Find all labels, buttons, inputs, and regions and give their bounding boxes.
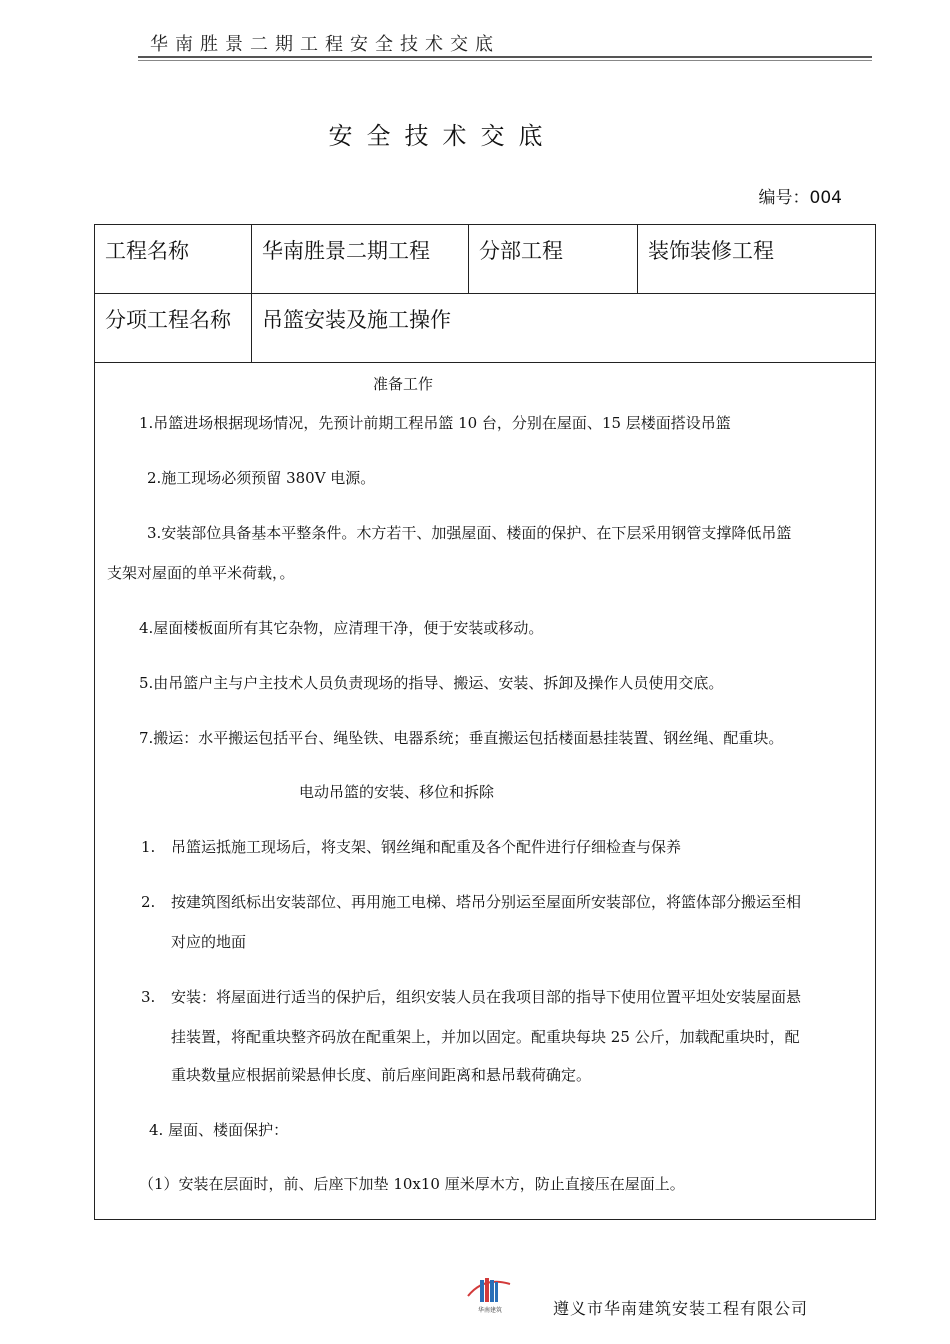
logo-text: 华南建筑 bbox=[477, 1307, 503, 1314]
content-body bbox=[94, 362, 876, 1220]
prep-item-4: 4.屋面楼板面所有其它杂物，应清理干净，便于安装或移动。 bbox=[139, 619, 544, 637]
company-name: 遵义市华南建筑安装工程有限公司 bbox=[553, 1299, 809, 1318]
section-heading-preparation: 准备工作 bbox=[373, 375, 434, 393]
header-rule-thin bbox=[138, 60, 872, 61]
company-logo bbox=[462, 1274, 518, 1314]
division-label: 分部工程 bbox=[469, 225, 638, 294]
prep-item-1: 1.吊篮进场根据现场情况，先预计前期工程吊篮 10 台，分别在屋面、15 层楼面搭设吊篮 bbox=[139, 414, 731, 432]
step-4-sub-1: （1）安装在层面时，前、后座下加垫 10x10 厘米厚木方，防止直接压在屋面上。 bbox=[139, 1175, 685, 1193]
prep-item-7: 7.搬运：水平搬运包括平台、绳坠铁、电器系统；垂直搬运包括楼面悬挂装置、钢丝绳、配重块。 bbox=[139, 729, 784, 747]
step-1: 吊篮运抵施工现场后，将支架、钢丝绳和配重及各个配件进行仔细检查与保养 bbox=[171, 838, 682, 856]
table-row bbox=[95, 225, 876, 294]
document-title: 安全技术交底 bbox=[328, 122, 557, 150]
step-4: 4. 屋面、楼面保护： bbox=[149, 1121, 289, 1139]
document-number: 编号：004 bbox=[758, 188, 842, 208]
step-2-number: 2. bbox=[141, 893, 156, 911]
subitem-label: 分项工程名称 bbox=[95, 294, 252, 363]
project-name-value: 华南胜景二期工程 bbox=[252, 225, 469, 294]
step-2: 按建筑图纸标出安装部位、再用施工电梯、塔吊分别运至屋面所安装部位，将篮体部分搬运至相 bbox=[171, 893, 802, 911]
running-header-title: 华南胜景二期工程安全技术交底 bbox=[150, 34, 500, 55]
prep-item-5: 5.由吊篮户主与户主技术人员负责现场的指导、搬运、安装、拆卸及操作人员使用交底。 bbox=[139, 674, 724, 692]
table-row bbox=[95, 294, 876, 363]
division-value: 装饰装修工程 bbox=[638, 225, 876, 294]
prep-item-2: 2.施工现场必须预留 380V 电源。 bbox=[147, 469, 376, 487]
subitem-value: 吊篮安装及施工操作 bbox=[252, 294, 876, 363]
step-3-cont-1: 挂装置，将配重块整齐码放在配重架上，并加以固定。配重块每块 25 公斤，加载配重块时，配 bbox=[171, 1028, 800, 1046]
step-1-number: 1. bbox=[141, 838, 156, 856]
logo-icon bbox=[462, 1274, 518, 1314]
section-heading-installation: 电动吊篮的安装、移位和拆除 bbox=[299, 783, 495, 801]
project-name-label: 工程名称 bbox=[95, 225, 252, 294]
prep-item-3: 3.安装部位具备基本平整条件。木方若干、加强屋面、楼面的保护、在下层采用钢管支撑降低吊篮 bbox=[147, 524, 792, 542]
project-info-table bbox=[94, 224, 876, 363]
step-3-number: 3. bbox=[141, 988, 156, 1006]
step-3: 安装：将屋面进行适当的保护后，组织安装人员在我项目部的指导下使用位置平坦处安装屋面悬 bbox=[171, 988, 802, 1006]
header-rule bbox=[138, 56, 872, 58]
step-3-cont-2: 重块数量应根据前梁悬伸长度、前后座间距离和悬吊载荷确定。 bbox=[171, 1066, 592, 1084]
step-2-cont: 对应的地面 bbox=[171, 933, 247, 951]
prep-item-3-cont: 支架对屋面的单平米荷载，。 bbox=[107, 564, 295, 582]
